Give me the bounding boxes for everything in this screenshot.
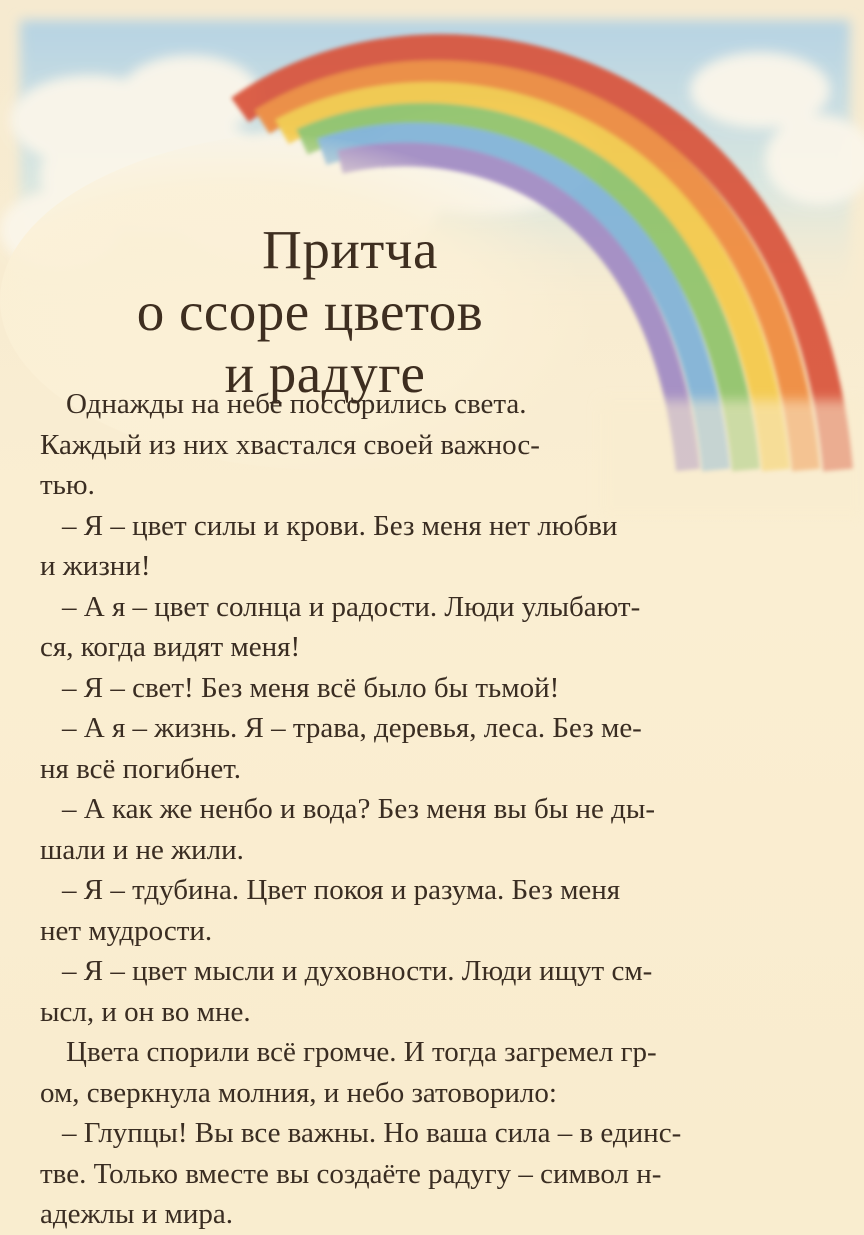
story-line: – Я – свет! Без меня всё было бы тьмой! [62, 671, 560, 704]
title-line-2: о ссоре цветов [136, 280, 484, 342]
story-line: – А я – жизнь. Я – трава, деревья, леса. Без ме- [62, 712, 642, 744]
story-line: нет мудрости. [40, 914, 213, 947]
story-line: Цвета спорили всё громче. И тогда загремел гр- [66, 1036, 657, 1068]
story-line: – Я – цвет мысли и духовности. Люди ищут см- [62, 955, 653, 987]
story-line: ня всё погибнет. [40, 752, 241, 785]
story-line: – А я – цвет солнца и радости. Люди улыбают- [62, 590, 641, 623]
story-line: ся, когда видят меня! [40, 631, 301, 663]
story-line: – Глупцы! Вы все важны. Но ваша сила – в единс- [62, 1117, 682, 1149]
story-line: Однажды на небе поссорились света. [66, 388, 527, 420]
story-text [40, 384, 830, 1235]
story-line: адежлы и мира. [40, 1198, 234, 1230]
title-line-1: Притча [262, 218, 438, 280]
story-line: шали и не жили. [40, 833, 244, 866]
story-line: – Я – тдубина. Цвет покоя и разума. Без меня [62, 874, 621, 906]
story-line: тве. Только вместе вы создаёте радугу – символ н- [40, 1157, 662, 1190]
story-line: и жизни! [40, 550, 151, 582]
story-line: – Я – цвет силы и крови. Без меня нет любви [62, 509, 618, 542]
story-line: ысл, и он во мне. [40, 995, 251, 1028]
story-line: Каждый из них хвастался своей важнос- [40, 428, 540, 461]
story-line: тью. [40, 469, 95, 501]
story-line: – А как же ненбо и вода? Без меня вы бы не ды- [62, 793, 656, 825]
page-title [0, 219, 620, 405]
story-line: ом, сверкнула молния, и небо затоворило: [40, 1076, 557, 1109]
title-line-3: и радуге [224, 342, 426, 404]
